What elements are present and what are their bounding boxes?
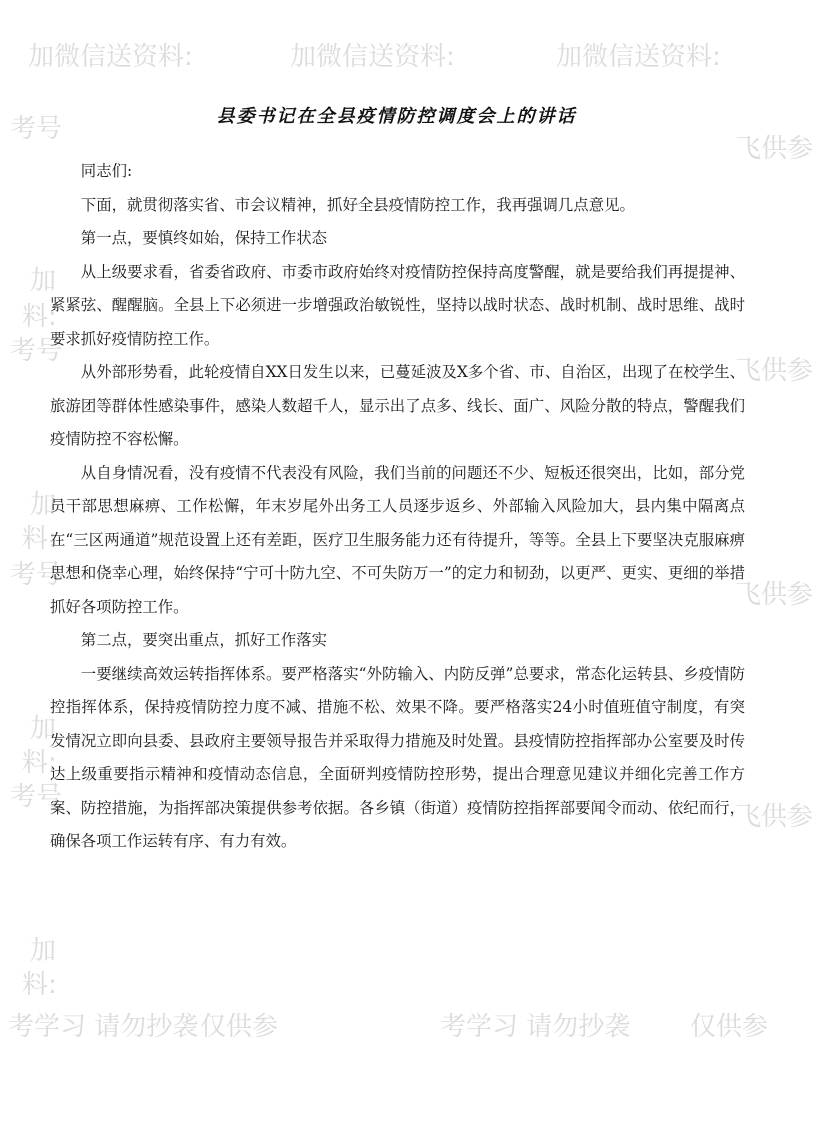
paragraph: 从自身情况看，没有疫情不代表没有风险，我们当前的问题还不少、短板还很突出，比如，部分党员干部思想麻痹、工作松懈，年末岁尾外出务工人员逐步返乡、外部输入风险加大，县内集中隔离点在“三区两通道”规范设置上还有差距，医疗卫生服务能力还有待提升，等等。全县上下要坚决克服麻痹思想和侥幸心理，始终保持“宁可十防九空、不可失防万一”的定力和韧劲，以更严、更实、更细的举措抓好各项防控工作。 xyxy=(50,463,745,616)
paragraph: 从上级要求看，省委省政府、市委市政府始终对疫情防控保持高度警醒，就是要给我们再提提神、紧紧弦、醒醒脑。全县上下必须进一步增强政治敏锐性，坚持以战时状态、战时机制、战时思维、战时要求抓好疫情防控工作。 xyxy=(50,262,745,348)
watermark-text: 加微信送资料: xyxy=(28,42,193,72)
watermark-text: 飞供参 xyxy=(735,580,813,610)
section-heading: 第一点，要慎终如始，保持工作状态 xyxy=(80,229,328,247)
watermark-text: 考号 xyxy=(10,782,63,812)
watermark-text: 考号 xyxy=(10,336,63,366)
watermark-text: 考学习 请勿抄袭 xyxy=(440,1012,631,1042)
watermark-text: 料: xyxy=(22,524,57,554)
watermark-text: 加 xyxy=(30,490,57,520)
watermark-text: 加 xyxy=(30,714,57,744)
watermark-text: 料: xyxy=(22,970,57,1000)
watermark-text: 加 xyxy=(30,266,57,296)
paragraph: 从外部形势看，此轮疫情自XX日发生以来，已蔓延波及X多个省、市、自治区，出现了在校学生、旅游团等群体性感染事件，感染人数超千人，显示出了点多、线长、面广、风险分散的特点，警醒我们疫情防控不容松懈。 xyxy=(50,363,745,448)
salutation: 同志们: xyxy=(80,162,133,180)
watermark-text: 仅供参 xyxy=(690,1012,769,1042)
watermark-text: 飞供参 xyxy=(735,134,813,164)
watermark-text: 飞供参 xyxy=(735,802,813,832)
section-heading: 第二点，要突出重点，抓好工作落实 xyxy=(80,631,328,649)
watermark-text: 考号 xyxy=(10,560,63,590)
watermark-text: 仅供参 xyxy=(200,1012,279,1042)
watermark-text: 加 xyxy=(30,936,57,966)
document-body xyxy=(50,155,745,859)
watermark-text: 飞供参 xyxy=(735,356,813,386)
watermark-text: 加微信送资料: xyxy=(290,42,455,72)
watermark-text: 料: xyxy=(22,748,57,778)
watermark-text: 考学习 请勿抄袭 xyxy=(8,1012,199,1042)
watermark-text: 考号 xyxy=(10,114,63,144)
paragraph: 下面，就贯彻落实省、市会议精神，抓好全县疫情防控工作，我再强调几点意见。 xyxy=(80,195,635,214)
watermark-text: 加微信送资料: xyxy=(556,42,721,72)
paragraph: 一要继续高效运转指挥体系。要严格落实“外防输入、内防反弹”总要求，常态化运转县、乡疫情防控指挥体系，保持疫情防控力度不减、措施不松、效果不降。要严格落实24小时值班值守制度，有突发情况立即向县委、县政府主要领导报告并采取得力措施及时处置。县疫情防控指挥部办公室要及时传达上级重要指示精神和疫情动态信息，全面研判疫情防控形势，提出合理意见建议并细化完善工作方案、防控措施，为指挥部决策提供参考依据。各乡镇（街道）疫情防控指挥部要闻令而动、依纪而行，确保各项工作运转有序、有力有效。 xyxy=(50,664,745,850)
watermark-text: 料: xyxy=(22,302,57,332)
document-title: 县委书记在全县疫情防控调度会上的讲话 xyxy=(216,106,577,127)
